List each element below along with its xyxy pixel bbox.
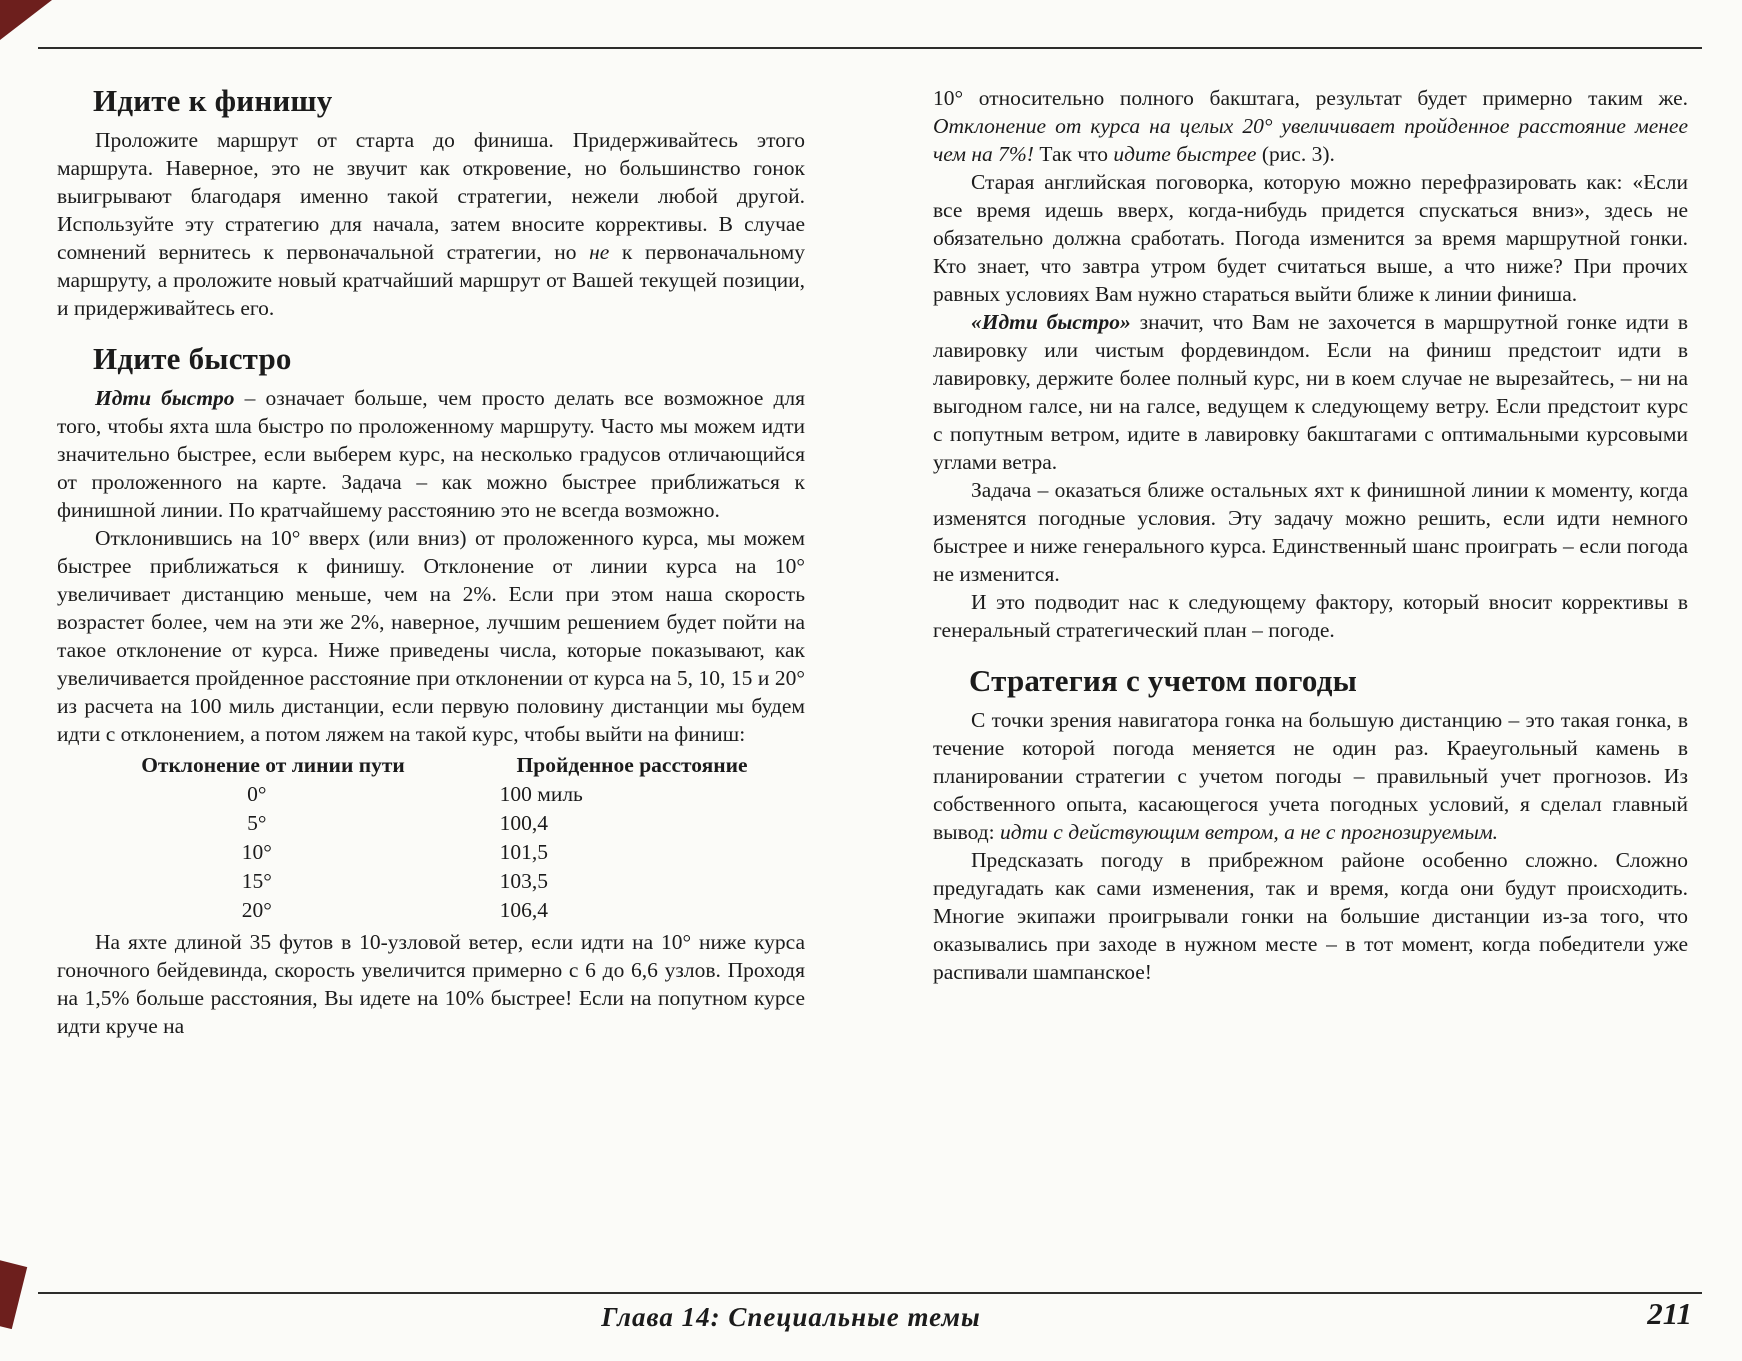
text-segment: 10° относительно полного бакштага, результат будет примерно таким же. bbox=[933, 86, 1688, 110]
paragraph-weather-forecast-difficulty bbox=[933, 846, 1688, 986]
table-cell: 106,4 bbox=[499, 898, 548, 922]
top-rule bbox=[38, 47, 1702, 49]
text-segment: к первоначальному маршруту, а проложите новый кратчайший маршрут от Вашей текущей позиции, и придерживайтесь его. bbox=[57, 240, 805, 320]
table-cell: 20° bbox=[241, 898, 272, 922]
table-cell: 0° bbox=[247, 782, 267, 806]
text-segment: (рис. 3). bbox=[1256, 142, 1335, 166]
table-header-row bbox=[72, 751, 790, 780]
table-row bbox=[72, 780, 790, 809]
text-segment: Задача – оказаться ближе остальных яхт к финишной линии к моменту, когда изменятся погодные условия. Эту задачу можно решить, если идти немного быстрее и ниже генерального курса. Единственный шанс проиграть – если погода не изменится. bbox=[933, 478, 1688, 586]
left-column bbox=[57, 84, 805, 1040]
table-row bbox=[72, 809, 790, 838]
table-row bbox=[72, 896, 790, 925]
table-header-cell: Пройденное расстояние bbox=[516, 753, 748, 777]
table-cell: 101,5 bbox=[499, 840, 548, 864]
text-segment: Проложите маршрут от старта до финиша. Придерживайтесь этого маршрута. Наверное, это не звучит как откровение, но большинство гонок выигрывают благодаря именно такой стратегии, нежели любой другой. Используйте эту стратегию для начала, затем вносите коррективы. В случае сомнений вернитесь к первоначальной стратегии, но bbox=[57, 128, 805, 264]
text-segment: Старая английская поговорка, которую можно перефразировать как: «Если все время идешь вверх, когда-нибудь придется спускаться вниз», здесь не обязательно должна сработать. Погода изменится за время маршрутной гонки. Кто знает, что завтра утром будет считаться выше, а что ниже? При прочих равных условиях Вам нужно стараться выйти ближе к линии финиша. bbox=[933, 170, 1688, 306]
table-cell: 5° bbox=[247, 811, 267, 835]
text-segment: С точки зрения навигатора гонка на большую дистанцию – это такая гонка, в течение которой погода меняется не один раз. Краеугольный камень в планировании стратегии с учетом погоды – правильный учет прогнозов. Из собственного опыта, касающегося учета погодных условий, я сделал главный вывод: bbox=[933, 708, 1688, 844]
deviation-distance-table bbox=[72, 751, 790, 925]
text-segment: Предсказать погоду в прибрежном районе особенно сложно. Сложно предугадать как сами изменения, так и время, когда они будут происходить. Многие экипажи проигрывали гонки на большие дистанции из-за того, что оказывались при заходе в нужном месте – в тот момент, когда победители уже распивали шампанское! bbox=[933, 848, 1688, 984]
footer-chapter-title: Глава 14: Специальные темы bbox=[601, 1302, 981, 1332]
text-segment: Так что bbox=[1033, 142, 1114, 166]
text-segment: И это подводит нас к следующему фактору, который вносит коррективы в генеральный стратегический план – погоде. bbox=[933, 590, 1688, 642]
paragraph-go-fast-tactics bbox=[933, 308, 1688, 476]
paragraph-yacht-example-continued bbox=[933, 84, 1688, 168]
paragraph-weather-strategy-intro bbox=[933, 706, 1688, 846]
paragraph-deviation-explanation bbox=[57, 524, 805, 748]
right-column bbox=[933, 84, 1688, 1040]
paragraph-go-fast-meaning bbox=[57, 384, 805, 524]
table-cell: 10° bbox=[241, 840, 272, 864]
table-row bbox=[72, 867, 790, 896]
paragraph-finish-line-goal bbox=[933, 476, 1688, 588]
page-content bbox=[57, 84, 1688, 1040]
text-segment: Идти быстро bbox=[95, 386, 235, 410]
text-segment: идти с действующим ветром, а не с прогнозируемым. bbox=[1000, 820, 1499, 844]
paragraph-weather-transition bbox=[933, 588, 1688, 644]
text-segment: «Идти быстро» bbox=[971, 310, 1131, 334]
text-segment: не bbox=[589, 240, 610, 264]
table-cell: 100 миль bbox=[499, 782, 583, 806]
text-segment: значит, что Вам не захочется в маршрутной гонке идти в лавировку или чистым фордевиндом. Если на финиш предстоит идти в лавировку, держите более полный курс, ни в коем случае не вырезайтесь, – ни на выгодном галсе, ни на галсе, ведущем к следующему ветру. Если предстоит курс с попутным ветром, идите в лавировку бакштагами с оптимальными курсовыми углами ветра. bbox=[933, 310, 1689, 474]
paragraph-yacht-example bbox=[57, 928, 805, 1040]
table-cell: 103,5 bbox=[499, 869, 548, 893]
heading-weather-strategy: Стратегия с учетом погоды bbox=[969, 663, 1357, 698]
table-header-cell: Отклонение от линии пути bbox=[141, 753, 405, 777]
scan-artifact-top-left bbox=[0, 0, 52, 40]
bottom-rule bbox=[38, 1292, 1702, 1294]
table-cell: 100,4 bbox=[499, 811, 548, 835]
heading-go-to-finish: Идите к финишу bbox=[93, 83, 333, 118]
text-segment: Отклонение от курса на целых 20° увеличивает пройденное расстояние менее чем на 7%! bbox=[933, 114, 1688, 166]
text-segment: – означает больше, чем просто делать все возможное для того, чтобы яхта шла быстро по проложенному маршруту. Часто мы можем идти значительно быстрее, если выберем курс, на несколько градусов отличающийся от проложенного на карте. Задача – как можно быстрее приближаться к финишной линии. По кратчайшему расстоянию это не всегда возможно. bbox=[57, 386, 805, 522]
text-segment: идите быстрее bbox=[1113, 142, 1257, 166]
paragraph-english-proverb bbox=[933, 168, 1688, 308]
text-segment: На яхте длиной 35 футов в 10-узловой ветер, если идти на 10° ниже курса гоночного бейдевинда, скорость увеличится примерно с 6 до 6,6 узлов. Проходя на 1,5% больше расстояния, Вы идете на 10% быстрее! Если на попутном курсе идти круче на bbox=[57, 930, 805, 1038]
footer-page-number: 211 bbox=[1647, 1296, 1692, 1331]
text-segment: Отклонившись на 10° вверх (или вниз) от проложенного курса, мы можем быстрее приближаться к финишу. Отклонение от линии курса на 10° увеличивает дистанцию меньше, чем на 2%. Если при этом наша скорость возрастет более, чем на эти же 2%, наверное, лучшим решением будет пойти на такое отклонение от курса. Ниже приведены числа, которые показывают, как увеличивается пройденное расстояние при отклонении от курса на 5, 10, 15 и 20° из расчета на 100 миль дистанции, если первую половину дистанции мы будем идти с отклонением, а потом ляжем на такой курс, чтобы выйти на финиш: bbox=[57, 526, 805, 746]
table-cell: 15° bbox=[241, 869, 272, 893]
paragraph-route-strategy bbox=[57, 126, 805, 322]
heading-go-fast: Идите быстро bbox=[93, 341, 292, 376]
table-row bbox=[72, 838, 790, 867]
